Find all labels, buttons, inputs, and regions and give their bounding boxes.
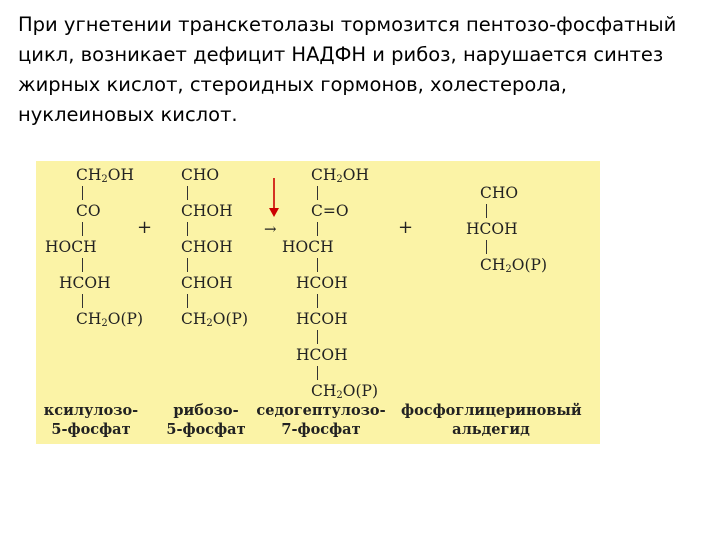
sedo-c3: HOCH: [282, 238, 334, 256]
heading-line-3: жирных кислот, стероидных гормонов, холестерола,: [18, 73, 567, 96]
bond: [82, 258, 83, 272]
ribose-c5: $CH_2O(P)$: [181, 310, 248, 329]
xylulose-c2: CO: [76, 202, 101, 220]
reaction-arrow: →: [264, 220, 277, 238]
sedo-c2: C=O: [311, 202, 349, 220]
bond: [317, 186, 318, 200]
bond: [317, 366, 318, 380]
xylulose-name: ксилулозо- 5-фосфат: [43, 402, 139, 438]
bond: [187, 258, 188, 272]
bond: [187, 294, 188, 308]
ribose-c3: CHOH: [181, 238, 233, 256]
red-marker-arrow-icon: [268, 178, 280, 218]
bond: [82, 186, 83, 200]
heading-line-1: При угнетении транскетолазы тормозится пентозо-фосфатный: [18, 13, 677, 36]
xylulose-c4: HCOH: [59, 274, 111, 292]
bond: [187, 186, 188, 200]
glycer-c2: HCOH: [466, 220, 518, 238]
sedo-c4: HCOH: [296, 274, 348, 292]
glycer-c1: CHO: [480, 184, 519, 202]
heading-line-2: цикл, возникает дефицит НАДФН и рибоз, нарушается синтез: [18, 43, 664, 66]
ribose-c4: CHOH: [181, 274, 233, 292]
sedo-c1: $CH_2OH$: [311, 166, 369, 185]
bond: [317, 294, 318, 308]
glyceraldehyde-name: фосфоглицериновый альдегид: [401, 402, 582, 438]
bond: [317, 222, 318, 236]
heading-line-4: нуклеиновых кислот.: [18, 103, 238, 126]
bond: [317, 258, 318, 272]
bond: [82, 222, 83, 236]
bond: [187, 222, 188, 236]
glycer-c3: $CH_2O(P)$: [480, 256, 547, 275]
sedo-c5: HCOH: [296, 310, 348, 328]
ribose-c1: CHO: [181, 166, 220, 184]
ribose-name: рибозо- 5-фосфат: [166, 402, 246, 438]
xylulose-c5: $CH_2O(P)$: [76, 310, 143, 329]
heading-text: [18, 10, 708, 130]
bond: [317, 330, 318, 344]
xylulose-c1: $CH_2OH$: [76, 166, 134, 185]
bond: [486, 204, 487, 218]
sedo-c6: HCOH: [296, 346, 348, 364]
sedoheptulose-name: седогептулозо- 7-фосфат: [256, 402, 386, 438]
plus-sign-1: +: [137, 217, 153, 238]
bond: [486, 240, 487, 254]
xylulose-c3: HOCH: [45, 238, 97, 256]
bond: [82, 294, 83, 308]
reaction-scheme: [36, 161, 600, 444]
sedo-c7: $CH_2O(P)$: [311, 382, 378, 401]
plus-sign-2: +: [398, 217, 414, 238]
ribose-c2: CHOH: [181, 202, 233, 220]
